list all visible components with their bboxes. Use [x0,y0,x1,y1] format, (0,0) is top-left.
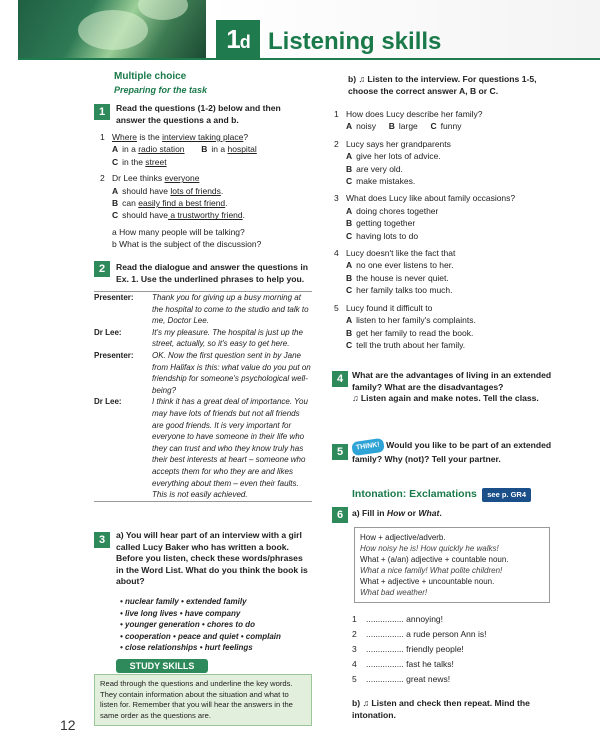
fill-item[interactable]: 1 ................ annoying! [352,614,444,624]
fill-item[interactable]: 2 ................ a rude person Ann is! [352,629,487,639]
grammar-example: How noisy he is! How quickly he walks! [360,544,499,553]
task1-questions: 1 Where is the interview taking place? A in a radio station B in a hospital C in the street 2 Dr Lee thinks everyone A should have lots of friends. B can easily find a best friend. C should have a trustworthy friend. a How many people will be talking? b What is the subject of the discussion? [100,131,312,251]
listening-instruction: b) ♫ Listen to the interview. For questions 1-5, choose the correct answer A, B or C. [348,74,537,96]
listening-question-3: 3 What does Lucy like about family occasions? [334,193,516,204]
listening-question-5: 5 Lucy found it difficult to [334,302,433,313]
sub-question-a: a How many people will be talking? [112,226,245,237]
task-number-6: 6 [332,507,348,523]
word-list-line: • close relationships • hurt feelings [120,643,253,652]
grammar-rule: What + adjective + uncountable noun. [360,577,495,586]
dialogue-line: Dr Lee: It's my pleasure. The hospital is just up the street, actually, so it's easy to get here. [94,327,303,349]
question-2: 2 Dr Lee thinks everyone [100,173,200,184]
sub-question-b: b What is the subject of the discussion? [112,239,262,250]
task5-instruction: THINK! Would you like to be part of an extended family? Why (not)? Tell your partner. [352,440,552,465]
page-number: 12 [60,717,76,733]
word-list-line: • cooperation • peace and quiet • complain [120,631,281,641]
task2-instruction: Read the dialogue and answer the questions in Ex. 1. Use the underlined phrases to help you. [116,262,308,284]
section-subtitle: Preparing for the task [114,85,208,95]
fill-in-list [352,612,552,687]
task3-instruction: a) You will hear part of an interview with a girl called Lucy Baker who has written a book. Before you listen, check these words/phrases in the Word List. What do you think the book is about? [116,530,308,586]
page-title: Listening skills [268,28,442,55]
section-title: Multiple choice [114,71,187,82]
dialogue-line: Presenter: OK. Now the first question sent in by Jane from Halifax is this: what value do you put on friendship for someone's psychological well-being? [94,350,311,395]
header-divider [18,58,600,60]
task-number-5: 5 [332,444,348,460]
dialogue-box [94,291,312,502]
task6-instruction: a) Fill in How or What. [352,508,442,518]
grammar-box [354,527,550,603]
task4-instruction: What are the advantages of living in an extended family? What are the disadvantages? ♫ Listen again and make notes. Tell the class. [352,370,552,403]
question-1: 1 Where is the interview taking place? [100,132,249,142]
task1-instruction: Read the questions (1-2) below and then answer the questions a and b. [116,103,281,125]
task-number-3: 3 [94,532,110,548]
unit-badge: 1d [216,20,260,58]
task-number-1: 1 [94,104,110,120]
word-list-line: • younger generation • chores to do [120,620,255,629]
word-list [114,596,312,654]
grammar-rule: How + adjective/adverb. [360,533,446,542]
study-skills-badge: STUDY SKILLS [116,659,208,673]
task-number-4: 4 [332,371,348,387]
think-badge: THINK! [351,438,384,456]
grammar-rule: What + (a/an) adjective + countable noun. [360,555,509,564]
question-1-options: A in a radio station B in a hospital [112,144,257,155]
listening-question-1: 1 How does Lucy describe her family? [334,109,483,119]
fill-item[interactable]: 3 ................ friendly people! [352,644,464,654]
listening-question-2: 2 Lucy says her grandparents [334,138,451,149]
grammar-reference-link[interactable]: see p. GR4 [482,488,531,502]
word-list-line: • live long lives • have company [120,608,241,618]
dialogue-line: Presenter: Thank you for giving up a busy morning at the hospital to come to the studio and talk to me, Doctor Lee. [94,293,309,326]
fill-item[interactable]: 4 ................ fast he talks! [352,659,454,669]
listening-questions: 1 How does Lucy describe her family? A noisy B large C funny 2 Lucy says her grandparents A give her lots of advice. B are very old. C make mistakes. 3 What does Lucy like about family occasions? A doing chores together B getting together C having lots to do 4 Lucy doesn't like the fact that A no one ever listens to her. B the house is never quiet. C her family talks too much. 5 Lucy found it difficult to A listen to her family's complaints. B get her family to read the book. C tell the truth about her family. [334,108,554,351]
grammar-example: What bad weather! [360,588,428,597]
fill-item[interactable]: 5 ................ great news! [352,674,451,684]
listening-question-4: 4 Lucy doesn't like the fact that [334,248,456,259]
study-skills-box: Read through the questions and underline the key words. They contain information about the situation and what to listen for. Remember that you will hear the answers in the same order as the questions are. [94,674,312,726]
grammar-example: What a nice family! What polite children! [360,566,503,575]
word-list-line: • nuclear family • extended family [120,597,247,606]
intonation-heading: Intonation: Exclamations see p. GR4 [352,488,552,502]
header-photo [18,0,206,58]
task6b-instruction: b) ♫ Listen and check then repeat. Mind the intonation. [352,698,530,720]
dialogue-line: Dr Lee: I think it has a great deal of importance. You may have lots of friends but not all friends are good friends. It is very important for everyone to have someone in their life who they can trust and who they know truly has their best interests at heart – someone who accepts them for who they are and likes everything about them – even their faults. This is not easily achieved. [94,397,308,500]
left-column [94,70,312,97]
task-number-2: 2 [94,261,110,277]
